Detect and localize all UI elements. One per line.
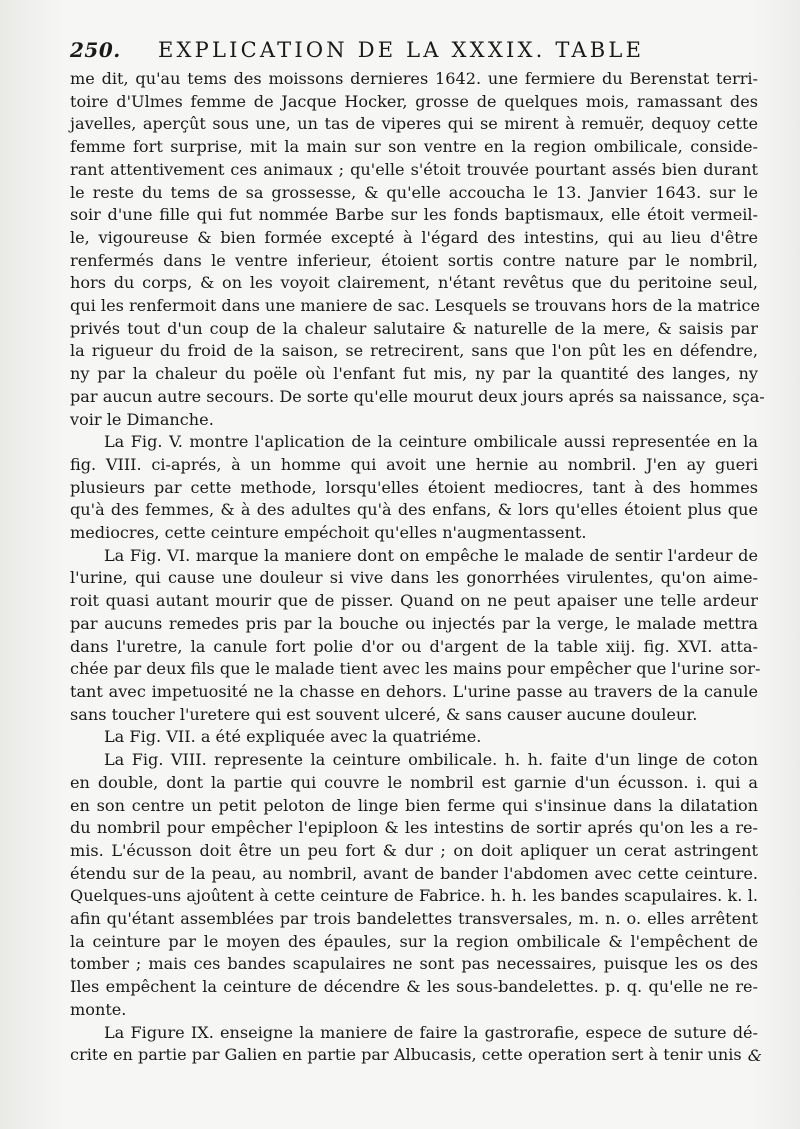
- text-line: tant avec impetuosité ne la chasse en dehors. L'urine passe au travers de la canule: [70, 681, 758, 701]
- text-line: chée par deux fils que le malade tient avec les mains pour empêcher que l'urine sor-: [70, 659, 761, 679]
- text-line: dans l'uretre, la canule fort polie d'or ou d'argent de la table xiij. fig. XVI. atta-: [70, 636, 758, 656]
- text-line: hors du corps, & on les voyoit clairement, n'étant revêtus que du peritoine seul,: [70, 273, 758, 293]
- text-line: l'urine, qui cause une douleur si vive dans les gonorrhées virulentes, qu'on aime-: [70, 568, 758, 588]
- paragraph: [70, 431, 758, 545]
- text-line: privés tout d'un coup de la chaleur salutaire & naturelle de la mere, & saisis par: [70, 318, 758, 338]
- text-line: renfermés dans le ventre inferieur, étoient sortis contre nature par le nombril,: [70, 250, 758, 270]
- text-line: La Figure IX. enseigne la maniere de faire la gastrorafie, espece de suture dé-: [104, 1022, 758, 1042]
- text-line: Iles empêchent la ceinture de décendre & les sous-bandelettes. p. q. qu'elle ne re-: [70, 977, 758, 997]
- paragraph: [70, 68, 765, 431]
- text-line: La Fig. VI. marque la maniere dont on empêche le malade de sentir l'ardeur de: [104, 545, 758, 565]
- text-line: Quelques-uns ajoûtent à cette ceinture de Fabrice. h. h. les bandes scapulaires. k. l.: [70, 886, 758, 906]
- paragraph: [70, 749, 758, 1021]
- text-body: [70, 68, 765, 1067]
- page-number: 250.: [70, 38, 121, 62]
- text-line: La Fig. V. montre l'aplication de la ceinture ombilicale aussi representée en la: [104, 432, 758, 452]
- text-line: qu'à des femmes, & à des adultes qu'à des enfans, & lors qu'elles étoient plus que: [70, 500, 758, 520]
- text-line: afin qu'étant assemblées par trois bandelettes transversales, m. n. o. elles arrêtent: [70, 909, 758, 929]
- text-line: femme fort surprise, mit la main sur son ventre en la region ombilicale, conside-: [70, 137, 758, 157]
- running-head: EXPLICATION DE LA XXXIX. TABLE: [158, 38, 645, 62]
- text-line: fig. VIII. ci-aprés, à un homme qui avoit une hernie au nombril. J'en ay gueri: [70, 454, 758, 474]
- text-line: sans toucher l'uretere qui est souvent ulceré, & sans causer aucune douleur.: [70, 704, 698, 724]
- text-line: en double, dont la partie qui couvre le nombril est garnie d'un écusson. i. qui a: [70, 772, 758, 792]
- text-line: le reste du tems de sa grossesse, & qu'elle accoucha le 13. Janvier 1643. sur le: [70, 182, 758, 202]
- text-line: la ceinture par le moyen des épaules, sur la region ombilicale & l'empêchent de: [70, 931, 758, 951]
- text-line: en son centre un petit peloton de linge bien ferme qui s'insinue dans la dilatation: [70, 795, 758, 815]
- page-header: [70, 38, 758, 68]
- text-line: rant attentivement ces animaux ; qu'elle s'étoit trouvée pourtant assés bien durant: [70, 159, 758, 179]
- text-line: monte.: [70, 999, 127, 1019]
- text-line: La Fig. VIII. represente la ceinture ombilicale. h. h. faite d'un linge de coton: [104, 750, 758, 770]
- text-line: toire d'Ulmes femme de Jacque Hocker, grosse de quelques mois, ramassant des: [70, 91, 758, 111]
- text-line: la rigueur du froid de la saison, se retrecirent, sans que l'on pût les en défendre,: [70, 341, 758, 361]
- text-line: mis. L'écusson doit être un peu fort & dur ; on doit apliquer un cerat astringent: [70, 840, 758, 860]
- paragraph: [70, 1022, 758, 1067]
- text-line: voir le Dimanche.: [70, 409, 214, 429]
- paragraph: [70, 726, 758, 749]
- text-line: du nombril pour empêcher l'epiploon & les intestins de sortir aprés qu'on les a re-: [70, 818, 758, 838]
- text-line: par aucuns remedes pris par la bouche ou injectés par la verge, le malade mettra: [70, 613, 758, 633]
- text-line: roit quasi autant mourir que de pisser. Quand on ne peut apaiser une telle ardeur: [70, 591, 758, 611]
- paragraph: [70, 545, 761, 727]
- text-line: javelles, aperçût sous une, un tas de viperes qui se mirent à remuër, dequoy cette: [70, 114, 758, 134]
- text-line: ny par la chaleur du poële où l'enfant fut mis, ny par la quantité des langes, ny: [70, 364, 758, 384]
- text-line: qui les renfermoit dans une maniere de sac. Lesquels se trouvans hors de la matrice: [70, 296, 761, 316]
- catchword: &: [747, 1046, 762, 1065]
- text-line: crite en partie par Galien en partie par Albucasis, cette operation sert à tenir unis: [70, 1045, 742, 1065]
- text-line: étendu sur de la peau, au nombril, avant de bander l'abdomen avec cette ceinture.: [70, 863, 758, 883]
- text-line: le, vigoureuse & bien formée excepté à l'égard des intestins, qui au lieu d'être: [70, 227, 758, 247]
- text-line: La Fig. VII. a été expliquée avec la quatriéme.: [104, 727, 482, 747]
- text-line: mediocres, cette ceinture empéchoit qu'elles n'augmentassent.: [70, 523, 587, 543]
- text-line: par aucun autre secours. De sorte qu'elle mourut deux jours aprés sa naissance, sça-: [70, 386, 765, 406]
- text-line: plusieurs par cette methode, lorsqu'elles étoient mediocres, tant à des hommes: [70, 477, 758, 497]
- text-line: tomber ; mais ces bandes scapulaires ne sont pas necessaires, puisque les os des: [70, 954, 758, 974]
- text-line: soir d'une fille qui fut nommée Barbe sur les fonds baptismaux, elle étoit vermeil-: [70, 205, 758, 225]
- text-line: me dit, qu'au tems des moissons dernieres 1642. une fermiere du Berenstat terri-: [70, 69, 758, 88]
